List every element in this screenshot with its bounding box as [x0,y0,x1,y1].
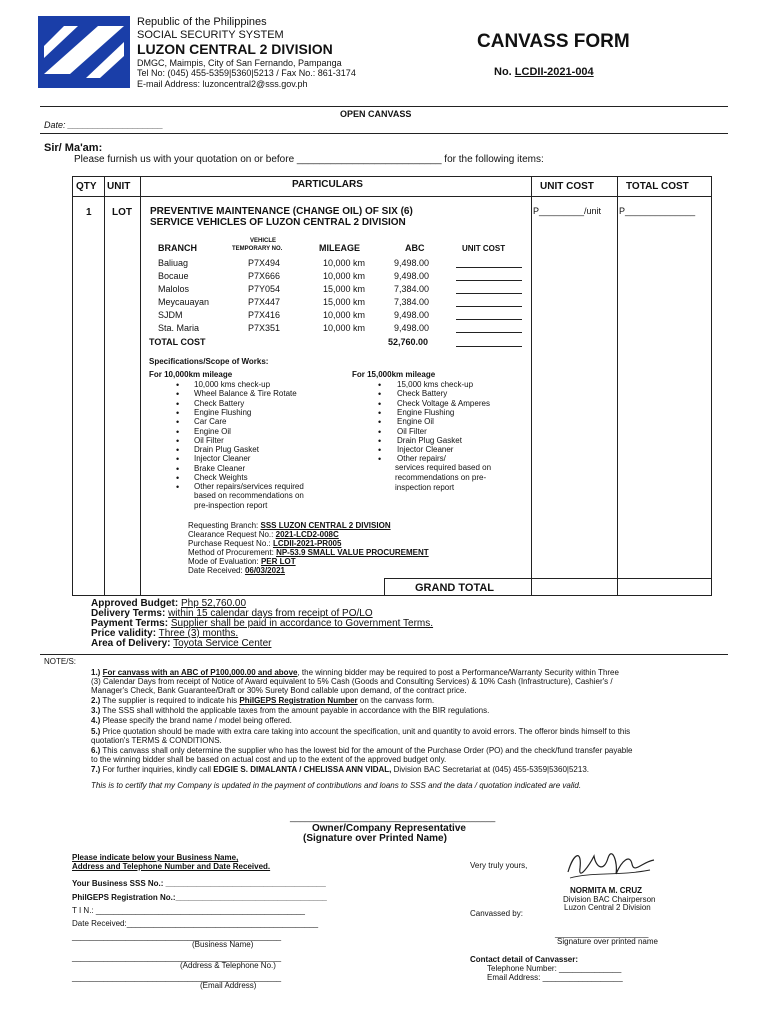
budget-value: Php 52,760.00 [181,598,247,609]
business-name-line[interactable]: _______________________________________________ [72,932,282,941]
note-6-line-2: to the winning bidder shall be based on actual cost and up to the extent of the approved budget only. [91,755,447,764]
note-4-num: 4.) [91,716,101,725]
logo [38,16,130,88]
eval-value: PER LOT [260,557,296,566]
note-1-line-2: (3) Calendar Days from receipt of Notice of Award equivalent to 5% Cash (Goods and Consulting Services) & 10% Cash (Infrastructure), Cashier's / [91,677,613,686]
spec-item: Car Care [194,417,227,427]
abc-value: 9,498.00 [394,310,430,320]
col-rule-2 [140,176,141,596]
total-cost-field[interactable]: P______________ [619,206,696,216]
vehicle-number: P7X416 [248,310,281,320]
header-particulars: PARTICULARS [292,179,363,190]
note-7 [91,765,589,774]
bullet-icon: • [176,463,180,474]
unit-cost-blank[interactable] [456,293,522,294]
canvasser-signature-label: Signature over printed name [557,937,658,946]
spec-item: Other repairs/services required [194,482,304,492]
spec-item: 10,000 kms check-up [194,380,271,389]
spec-item: Engine Flushing [194,407,252,417]
email-text: E-mail Address: luzoncentral2@sss.gov.ph [137,79,308,89]
owner-signature-line[interactable]: _________________________________________ [290,812,496,822]
note-7-text-a: For further inquiries, kindly call [102,765,212,774]
certification-text: This is to certify that my Company is updated in the payment of contributions and loans to SSS and the data / quotation indicated are valid. [91,781,582,790]
note-4 [91,716,292,725]
note-6-text-a: This canvass shall only determine the supplier who has the lowest bid for the amount of the Purchase Order (PO) and the check/fund transfer payable [102,746,633,755]
form-number [494,66,594,78]
area-label: Area of Delivery: [91,638,171,649]
bullet-icon: • [176,435,180,446]
branch-total-value: 52,760.00 [388,337,429,347]
note-2-text-a: The supplier is required to indicate his [102,696,238,705]
date-received-label: Date Received: [188,566,243,575]
salutation: Sir/ Ma'am: [44,142,103,154]
spec-item: Engine Oil [397,417,434,427]
unit-cost-blank[interactable] [456,267,522,268]
specs-right-title: For 15,000km mileage [352,370,436,379]
abc-value: 9,498.00 [394,271,430,281]
branch-total-blank[interactable] [456,346,522,347]
vehicle-number: P7X494 [248,258,281,268]
col-rule-3 [531,176,532,596]
abc-value: 7,384.00 [394,284,430,294]
bullet-icon: • [176,454,180,465]
spec-item: Check Battery [397,389,448,399]
requesting-branch [188,521,391,530]
spec-item: Engine Flushing [397,407,455,417]
unit-cost-blank[interactable] [456,319,522,320]
specs-right-cont-1: services required based on [395,463,492,472]
bullet-icon: • [176,417,180,428]
bullet-icon: • [378,426,382,437]
mileage-value: 10,000 km [323,323,366,333]
unit-cost-header: UNIT COST [462,244,506,253]
note-5-line-1 [91,727,630,736]
item-qty: 1 [86,207,92,218]
abc-value: 7,384.00 [394,297,430,307]
note-7-text-c: Division BAC Secretariat at (045) 455-5359|5360|5213. [393,765,589,774]
note-1-num: 1.) [91,668,101,677]
form-title: CANVASS FORM [477,31,630,52]
pr-value: LCDII-2021-PR005 [272,539,342,548]
note-1-line-3: Manager's Check, Bank Guarantee/Draft or 30% Surety Bond callable upon demand, of the contract price. [91,686,467,695]
header-divider-2 [40,133,728,134]
evaluation-mode [188,557,296,566]
bullet-icon: • [378,389,382,400]
requesting-branch-label: Requesting Branch: [188,521,259,530]
business-sss-field[interactable]: Your Business SSS No.: ____________________________________ [72,879,326,888]
mileage-value: 15,000 km [323,284,366,294]
republic-text: Republic of the Philippines [137,16,267,28]
area-of-delivery [91,638,271,649]
vehicle-header-2: TEMPORARY NO. [232,246,283,252]
vehicle-number: P7X351 [248,323,281,333]
bullet-icon: • [176,407,180,418]
spec-item: Wheel Balance & Tire Rotate [194,389,297,399]
bullet-icon: • [378,417,382,428]
bullet-icon: • [378,445,382,456]
spec-item: Other repairs/ [397,454,446,464]
delivery-label: Delivery Terms: [91,608,166,619]
note-7-num: 7.) [91,765,101,774]
item-title-line1: PREVENTIVE MAINTENANCE (CHANGE OIL) OF SIX (6) [150,206,413,217]
validity-label: Price validity: [91,628,157,639]
bullet-icon: • [378,398,382,409]
spec-item: Check Battery [194,398,245,408]
spec-item: 15,000 kms check-up [397,380,474,389]
canvassed-by: Canvassed by: [470,909,523,918]
tin-field[interactable]: T I N.: _______________________________________________ [72,906,305,915]
bullet-icon: • [378,407,382,418]
notes-label: NOTE/S: [44,657,77,666]
specs-left-cont-2: pre-inspection report [194,501,268,510]
owner-sublabel: (Signature over Printed Name) [303,833,447,844]
header-total-cost: TOTAL COST [626,181,689,192]
branch-name: SJDM [158,310,183,320]
note-5-text-a: Price quotation should be made with extra care taking into account the specification, unit and quantity to avoid errors. The offeror binds himself to this [102,727,631,736]
business-name-label: (Business Name) [192,940,254,949]
very-truly-yours: Very truly yours, [470,861,528,870]
note-3 [91,706,489,715]
mileage-header: MILEAGE [319,243,361,253]
note-3-num: 3.) [91,706,101,715]
request-text: Please furnish us with your quotation on or before __________________________ for the following items: [74,154,544,165]
table-header-rule [72,196,712,197]
vehicle-header-1: VEHICLE [250,238,277,244]
form-number-value: LCDII-2021-004 [514,66,594,78]
owner-label: Owner/Company Representative [312,823,466,834]
branch-name: Bocaue [158,271,189,281]
branch-total-label: TOTAL COST [149,337,206,347]
col-rule-1 [104,176,105,596]
bullet-icon: • [176,380,180,390]
notes-divider [40,654,728,655]
note-2 [91,696,434,705]
delivery-value: within 15 calendar days from receipt of PO/LO [168,608,373,619]
unit-cost-blank[interactable] [456,280,522,281]
form-number-label: No. [494,66,512,78]
tel-text: Tel No: (045) 455-5359|5360|5213 / Fax No.: 861-3174 [137,68,356,78]
business-instructions-1: Please indicate below your Business Name, [72,853,239,862]
header-unit-cost: UNIT COST [540,181,594,192]
header-qty: QTY [76,181,97,192]
header-divider [40,106,728,107]
payment-label: Payment Terms: [91,618,169,629]
specs-title: Specifications/Scope of Works: [149,357,269,366]
date-received [188,566,285,575]
method-value: NP-53.9 SMALL VALUE PROCUREMENT [276,548,429,557]
canvasser-phone[interactable]: Telephone Number: ______________ [487,964,622,973]
branch-name: Baliuag [158,258,189,268]
open-canvass-label: OPEN CANVASS [340,109,412,119]
bullet-icon: • [378,380,382,390]
note-2-underlined: PhilGEPS Registration Number [239,696,358,705]
email-line[interactable]: _______________________________________________ [72,973,282,982]
eval-label: Mode of Evaluation: [188,557,259,566]
address-text: DMGC, Maimpis, City of San Fernando, Pampanga [137,58,342,68]
bullet-icon: • [176,398,180,409]
clearance-request [188,530,339,539]
note-5-num: 5.) [91,727,101,736]
spec-item: Engine Oil [194,426,231,436]
grand-total-left-rule [384,578,385,596]
philgeps-field[interactable]: PhilGEPS Registration No.:__________________________________ [72,893,327,902]
canvasser-email[interactable]: Email Address: __________________ [487,973,623,982]
signatory-name: NORMITA M. CRUZ [570,886,642,895]
business-instructions-2: Address and Telephone Number and Date Received. [72,862,271,871]
abc-value: 9,498.00 [394,258,430,268]
mileage-value: 10,000 km [323,271,366,281]
branch-name: Malolos [158,284,190,294]
note-6-line-1 [91,746,632,755]
item-unit: LOT [112,207,132,218]
vehicle-number: P7X666 [248,271,281,281]
grand-total-label: GRAND TOTAL [415,582,495,594]
spec-item: Drain Plug Gasket [194,445,259,455]
signatory-title-2: Luzon Central 2 Division [564,903,651,912]
spec-item: Injector Cleaner [194,454,251,464]
bullet-icon: • [176,445,180,456]
bullet-icon: • [176,426,180,437]
spec-item: Brake Cleaner [194,463,246,473]
note-1-text-a: , the winning bidder may be required to post a Performance/Warranty Security within Three [297,668,619,677]
date-received-value: 06/03/2021 [244,566,285,575]
note-1-underlined: For canvass with an ABC of P100,000.00 and above [102,668,298,677]
col-rule-4 [617,176,618,596]
spec-item: Oil Filter [194,435,224,445]
mileage-value: 10,000 km [323,310,366,320]
unit-cost-blank[interactable] [456,332,522,333]
abc-header: ABC [405,243,425,253]
bullet-icon: • [176,482,180,493]
specs-left-title: For 10,000km mileage [149,370,233,379]
item-title-line2: SERVICE VEHICLES OF LUZON CENTRAL 2 DIVISION [150,217,406,228]
note-3-text: The SSS shall withhold the applicable taxes from the amount payable in accordance with the BIR regulations. [102,706,490,715]
specs-right-cont-2: recommendations on pre- [395,473,487,482]
note-6-num: 6.) [91,746,101,755]
bullet-icon: • [176,473,180,483]
bullet-icon: • [378,454,382,465]
vehicle-number: P7X447 [248,297,281,307]
agency-name: SOCIAL SECURITY SYSTEM [137,29,284,41]
unit-cost-field[interactable]: P_________/unit [533,206,602,216]
mileage-value: 10,000 km [323,258,366,268]
handwritten-signature [560,842,660,892]
note-2-text-b: on the canvass form. [359,696,435,705]
procurement-method [188,548,429,557]
address-line[interactable]: _______________________________________________ [72,953,282,962]
address-label: (Address & Telephone No.) [180,961,276,970]
date-received-field[interactable]: Date Received:___________________________________________ [72,919,319,928]
purchase-request [188,539,341,548]
specs-left-cont-1: based on recommendations on [194,491,304,500]
canvasser-signature-line[interactable]: _____________________ [555,929,649,938]
note-1-line-1 [91,668,731,677]
method-label: Method of Procurement: [188,548,274,557]
specs-right-cont-3: inspection report [395,483,455,492]
payment-value: Supplier shall be paid in accordance to Government Terms. [170,618,434,629]
items-table [72,176,712,596]
branch-header: BRANCH [158,243,197,253]
note-5-line-2: quotation's TERMS & CONDITIONS. [91,736,222,745]
signatory-title-1: Division BAC Chairperson [563,895,656,904]
email-label: (Email Address) [200,981,257,990]
date-field: Date: ___________________ [44,120,164,130]
header-unit: UNIT [107,181,131,192]
bullet-icon: • [378,435,382,446]
note-7-contacts: EDGIE S. DIMALANTA / CHELISSA ANN VIDAL, [213,765,392,774]
note-2-num: 2.) [91,696,101,705]
branch-name: Sta. Maria [158,323,200,333]
branch-name: Meycauayan [158,297,210,307]
mileage-value: 15,000 km [323,297,366,307]
grand-total-rule [384,578,712,579]
validity-value: Three (3) months. [158,628,239,639]
unit-cost-blank[interactable] [456,306,522,307]
budget-label: Approved Budget: [91,598,179,609]
abc-value: 9,498.00 [394,323,430,333]
requesting-branch-value: SSS LUZON CENTRAL 2 DIVISION [260,521,391,530]
pr-label: Purchase Request No.: [188,539,271,548]
spec-item: Drain Plug Gasket [397,435,462,445]
area-value: Toyota Service Center [173,638,272,649]
spec-item: Oil Filter [397,426,427,436]
clearance-value: 2021-LCD2-008C [275,530,339,539]
contact-title: Contact detail of Canvasser: [470,955,579,964]
clearance-label: Clearance Request No.: [188,530,274,539]
vehicle-number: P7Y054 [248,284,281,294]
spec-item: Injector Cleaner [397,445,454,455]
note-4-text: Please specify the brand name / model being offered. [102,716,292,725]
spec-item: Check Voltage & Amperes [397,398,490,408]
division-name: LUZON CENTRAL 2 DIVISION [137,41,333,57]
spec-item: Check Weights [194,473,248,482]
bullet-icon: • [176,389,180,400]
